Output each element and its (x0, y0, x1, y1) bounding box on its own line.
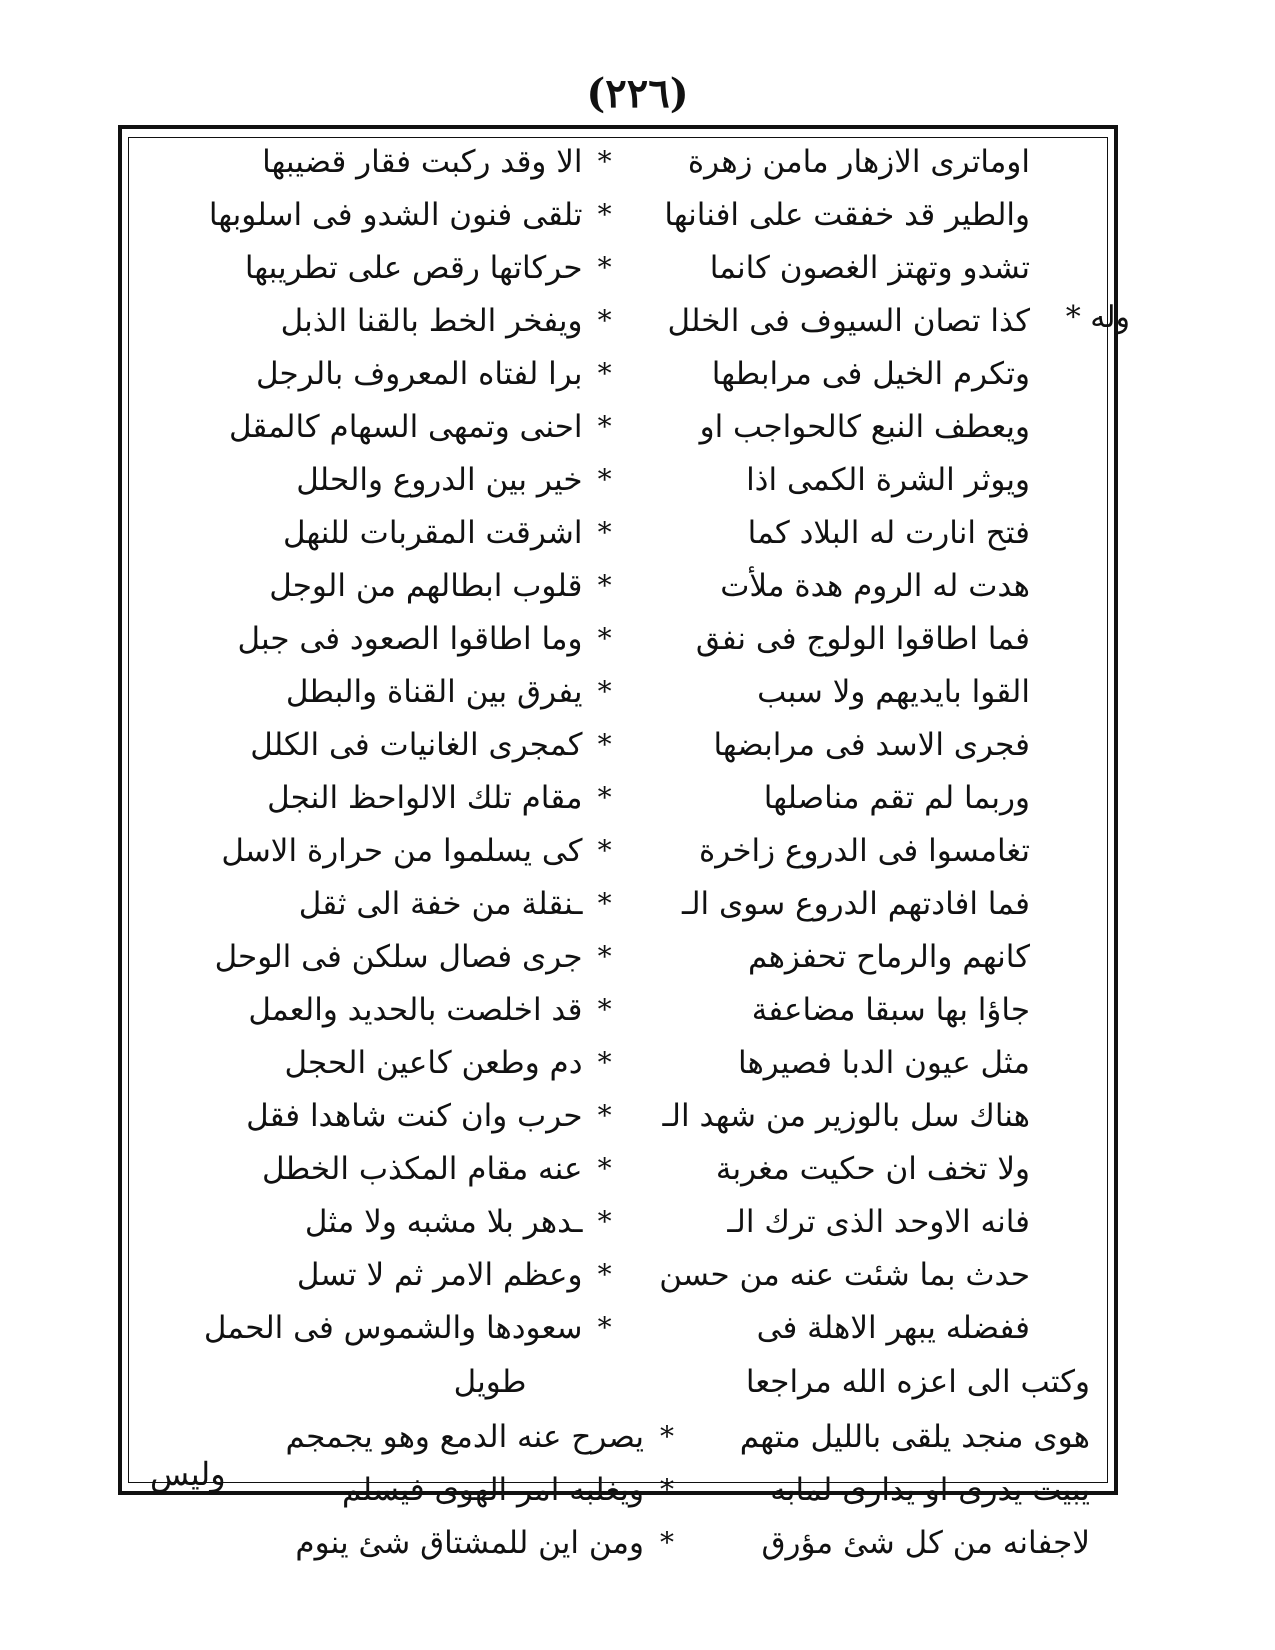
verse-line (160, 347, 1090, 400)
hemistich-second: حرب وان كنت شاهدا فقل (246, 1097, 583, 1134)
separator-star: * (597, 1099, 612, 1132)
verse-line (160, 1248, 1090, 1301)
verse-line (160, 294, 1130, 347)
hemistich-first: وربما لم تقم مناصلها (763, 779, 1030, 816)
verse-line (160, 241, 1090, 294)
separator-star: * (597, 1205, 612, 1238)
hemistich-first: وتكرم الخيل فى مرابطها (711, 355, 1030, 392)
hemistich-first: فانه الاوحد الذى ترك الـ (727, 1203, 1030, 1240)
hemistich-first: فجرى الاسد فى مرابضها (713, 726, 1030, 763)
separator-star: * (597, 198, 612, 231)
hemistich-first: لاجفانه من كل شئ مؤرق (761, 1524, 1090, 1561)
hemistich-second: ويغلبه امر الهوى فيسلم (341, 1471, 644, 1508)
separator-star: * (597, 622, 612, 655)
hemistich-second: يصرح عنه الدمع وهو يجمجم (285, 1418, 644, 1455)
hemistich-first: القوا بايديهم ولا سبب (757, 673, 1030, 710)
verse-line (160, 983, 1090, 1036)
hemistich-second: قلوب ابطالهم من الوجل (269, 567, 583, 604)
verses-top (160, 135, 1090, 294)
verse-line (160, 612, 1090, 665)
hemistich-first: فما افادتهم الدروع سوى الـ (682, 885, 1030, 922)
separator-star: * (597, 834, 612, 867)
hemistich-second: احنى وتمهى السهام كالمقل (228, 408, 583, 445)
verse-line (160, 400, 1090, 453)
hemistich-first: حدث بما شئت عنه من حسن (659, 1256, 1030, 1293)
hemistich-second: يفرق بين القناة والبطل (285, 673, 583, 710)
verse-line (160, 824, 1090, 877)
hemistich-second: وعظم الامر ثم لا تسل (296, 1256, 583, 1293)
heading-meter: طويل (453, 1364, 527, 1400)
separator-star: * (597, 304, 612, 337)
hemistich-second: كمجرى الغانيات فى الكلل (250, 726, 583, 763)
verse-line (160, 1142, 1090, 1195)
hemistich-first: فما اطاقوا الولوج فى نفق (695, 620, 1030, 657)
verses-main (160, 294, 1130, 1354)
separator-star: * (597, 463, 612, 496)
hemistich-first: والطير قد خفقت على افنانها (664, 196, 1030, 233)
heading-text: وكتب الى اعزه الله مراجعا (745, 1364, 1090, 1400)
hemistich-second: مقام تلك الالواحظ النجل (267, 779, 583, 816)
hemistich-first: مثل عيون الدبا فصيرها (738, 1044, 1030, 1081)
verse-line (160, 877, 1090, 930)
hemistich-second: خير بين الدروع والحلل (296, 461, 583, 498)
verse-line (160, 1410, 1090, 1463)
hemistich-first: تغامسوا فى الدروع زاخرة (699, 832, 1030, 869)
hemistich-first: جاؤا بها سبقا مضاعفة (751, 991, 1030, 1028)
hemistich-second: جرى فصال سلكن فى الوحل (214, 938, 583, 975)
verse-line (160, 665, 1090, 718)
separator-star: * (597, 357, 612, 390)
catchword: وليس (150, 1455, 226, 1493)
separator-star: * (660, 1420, 674, 1453)
separator-star: * (597, 1311, 612, 1344)
hemistich-first: يبيت يدرى او يدارى لمابه (770, 1471, 1090, 1508)
verse-line (160, 771, 1090, 824)
hemistich-second: ويفخر الخط بالقنا الذبل (280, 302, 583, 339)
separator-star: * (597, 887, 612, 920)
separator-star: * (597, 569, 612, 602)
verse-line (160, 506, 1090, 559)
separator-star: * (597, 993, 612, 1026)
hemistich-first: فتح انارت له البلاد كما (747, 514, 1030, 551)
hemistich-first: كذا تصان السيوف فى الخلل (667, 302, 1030, 339)
hemistich-second: كى يسلموا من حرارة الاسل (221, 832, 583, 869)
hemistich-first: ويعطف النبع كالحواجب او (699, 408, 1030, 445)
separator-star: * (597, 781, 612, 814)
hemistich-first: هناك سل بالوزير من شهد الـ (662, 1097, 1030, 1134)
verse-line (160, 135, 1090, 188)
hemistich-second: ومن اين للمشتاق شئ ينوم (295, 1524, 644, 1561)
section-heading (160, 1354, 1090, 1410)
verse-line (160, 1301, 1090, 1354)
hemistich-second: الا وقد ركبت فقار قضيبها (262, 143, 583, 180)
hemistich-second: عنه مقام المكذب الخطل (262, 1150, 583, 1187)
hemistich-first: ففضله يبهر الاهلة فى (756, 1309, 1030, 1346)
verse-line (160, 1195, 1090, 1248)
separator-star: * (660, 1473, 674, 1506)
hemistich-first: هدت له الروم هدة ملأت (720, 567, 1030, 604)
hemistich-first: ولا تخف ان حكيت مغربة (715, 1150, 1030, 1187)
verse-line (160, 1036, 1090, 1089)
hemistich-first: تشدو وتهتز الغصون كانما (709, 249, 1030, 286)
verse-line (160, 930, 1090, 983)
separator-star: * (597, 940, 612, 973)
marker-label (1066, 300, 1130, 335)
verse-line (160, 718, 1090, 771)
separator-star: * (597, 675, 612, 708)
hemistich-second: برا لفتاه المعروف بالرجل (256, 355, 583, 392)
verse-line (160, 559, 1090, 612)
separator-star: * (660, 1526, 674, 1559)
verse-line (160, 1516, 1090, 1569)
separator-star: * (597, 410, 612, 443)
hemistich-second: ـنقلة من خفة الى ثقل (298, 885, 583, 922)
hemistich-second: حركاتها رقص على تطريبها (244, 249, 583, 286)
hemistich-second: ـدهر بلا مشبه ولا مثل (304, 1203, 583, 1240)
verse-line (160, 1463, 1090, 1516)
hemistich-first: اوماترى الازهار مامن زهرة (687, 143, 1030, 180)
hemistich-second: سعودها والشموس فى الحمل (203, 1309, 583, 1346)
verse-line (160, 188, 1090, 241)
separator-star: * (597, 1046, 612, 1079)
separator-star: * (597, 1152, 612, 1185)
page-number: (٢٢٦) (586, 70, 689, 117)
separator-star: * (597, 1258, 612, 1291)
marker-text: وله (1090, 300, 1130, 335)
verse-line (160, 1089, 1090, 1142)
hemistich-second: دم وطعن كاعين الحجل (284, 1044, 583, 1081)
hemistich-second: وما اطاقوا الصعود فى جبل (237, 620, 583, 657)
verse-line (160, 453, 1090, 506)
hemistich-second: تلقى فنون الشدو فى اسلوبها (208, 196, 583, 233)
separator-star: * (597, 728, 612, 761)
marker-star: * (1065, 300, 1081, 335)
hemistich-first: ويوثر الشرة الكمى اذا (746, 461, 1030, 498)
hemistich-second: اشرقت المقربات للنهل (283, 514, 583, 551)
separator-star: * (597, 516, 612, 549)
hemistich-first: هوى منجد يلقى بالليل متهم (739, 1418, 1090, 1455)
hemistich-second: قد اخلصت بالحديد والعمل (248, 991, 583, 1028)
separator-star: * (597, 145, 612, 178)
separator-star: * (597, 251, 612, 284)
verses-bottom (160, 1410, 1090, 1569)
hemistich-first: كانهم والرماح تحفزهم (747, 938, 1030, 975)
poem-body (160, 135, 1130, 1569)
